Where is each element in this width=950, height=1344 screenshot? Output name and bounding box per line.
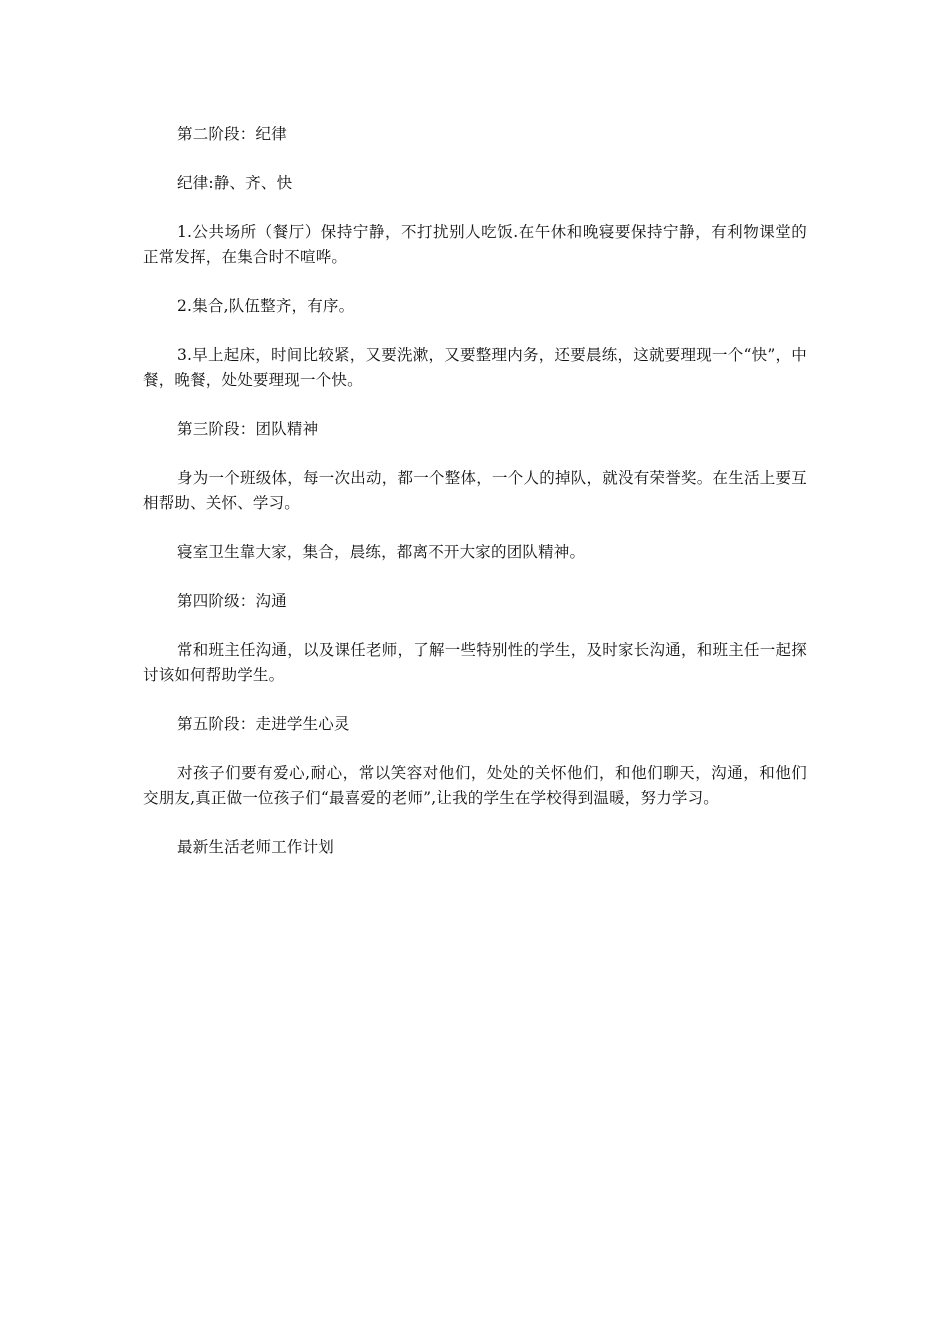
section-heading-stage-4: 第四阶级：沟通	[177, 592, 287, 610]
section-heading-stage-5: 第五阶段：走进学生心灵	[177, 715, 350, 733]
communication-paragraph: 常和班主任沟通，以及课任老师，了解一些特别性的学生，及时家长沟通，和班主任一起探讨该如何帮助学生。	[143, 641, 807, 684]
document-body	[143, 122, 807, 884]
team-spirit-paragraph-1: 身为一个班级体，每一次出动，都一个整体，一个人的掉队，就没有荣誉奖。在生活上要互相帮助、关怀、学习。	[143, 469, 807, 512]
section-heading-stage-2: 第二阶段：纪律	[177, 125, 287, 143]
discipline-item-3: 3.早上起床，时间比较紧，又要洗漱，又要整理内务，还要晨练，这就要理现一个“快”，中餐，晚餐，处处要理现一个快。	[143, 346, 807, 389]
closing-title: 最新生活老师工作计划	[177, 838, 335, 856]
discipline-summary: 纪律:静、齐、快	[177, 174, 293, 192]
student-heart-paragraph: 对孩子们要有爱心,耐心，常以笑容对他们，处处的关怀他们，和他们聊天，沟通，和他们交朋友,真正做一位孩子们“最喜爱的老师”,让我的学生在学校得到温暖，努力学习。	[143, 764, 807, 807]
discipline-item-1: 1.公共场所（餐厅）保持宁静，不打扰别人吃饭.在午休和晚寝要保持宁静，有利物课堂的正常发挥，在集合时不喧哗。	[143, 223, 807, 266]
discipline-item-2: 2.集合,队伍整齐，有序。	[177, 297, 355, 315]
team-spirit-paragraph-2: 寝室卫生靠大家，集合，晨练，都离不开大家的团队精神。	[177, 543, 586, 561]
section-heading-stage-3: 第三阶段：团队精神	[177, 420, 319, 438]
